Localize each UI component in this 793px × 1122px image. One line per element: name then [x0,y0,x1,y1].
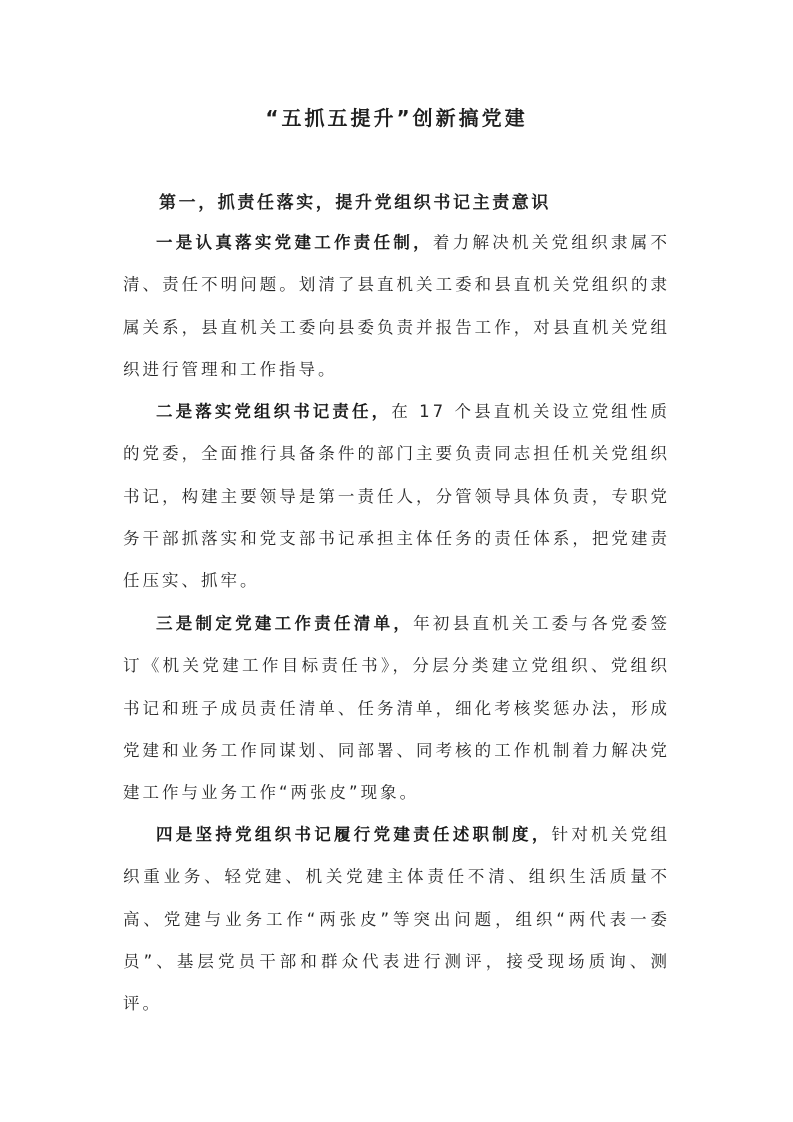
paragraph-body: 在 17 个县直机关设立党组性质的党委，全面推行具备条件的部门主要负责同志担任机关党组织书记，构建主要领导是第一责任人，分管领导具体负责，专职党务干部抓落实和党支部书记承担主体任务的责任体系，把党建责任压实、抓牢。 [123,402,670,591]
paragraph-lead: 二是落实党组织书记责任， [156,402,392,421]
paragraph-1 [123,222,670,391]
paragraph-lead: 一是认真落实党建工作责任制， [156,233,433,252]
paragraph-lead: 三是制定党建工作责任清单， [156,614,414,633]
paragraph-body: 针对机关党组织重业务、轻党建、机关党建主体责任不清、组织生活质量不高、党建与业务工作“两张皮”等突出问题，组织“两代表一委员”、基层党员干部和群众代表进行测评，接受现场质询、测评。 [123,825,671,1014]
section-heading: 第一，抓责任落实，提升党组织书记主责意识 [159,193,551,213]
paragraph-3 [123,603,670,814]
paragraph-body: 年初县直机关工委与各党委签订《机关党建工作目标责任书》，分层分类建立党组织、党组织书记和班子成员责任清单、任务清单，细化考核奖惩办法，形成党建和业务工作同谋划、同部署、同考核的工作机制着力解决党建工作与业务工作“两张皮”现象。 [123,614,671,803]
document-title: “五抓五提升”创新搞党建 [265,106,528,130]
paragraph-2 [123,391,670,602]
paragraph-lead: 四是坚持党组织书记履行党建责任述职制度， [156,825,552,844]
paragraph-body: 着力解决机关党组织隶属不清、责任不明问题。划清了县直机关工委和县直机关党组织的隶属关系，县直机关工委向县委负责并报告工作，对县直机关党组织进行管理和工作指导。 [123,233,671,379]
paragraph-4 [123,814,670,1025]
